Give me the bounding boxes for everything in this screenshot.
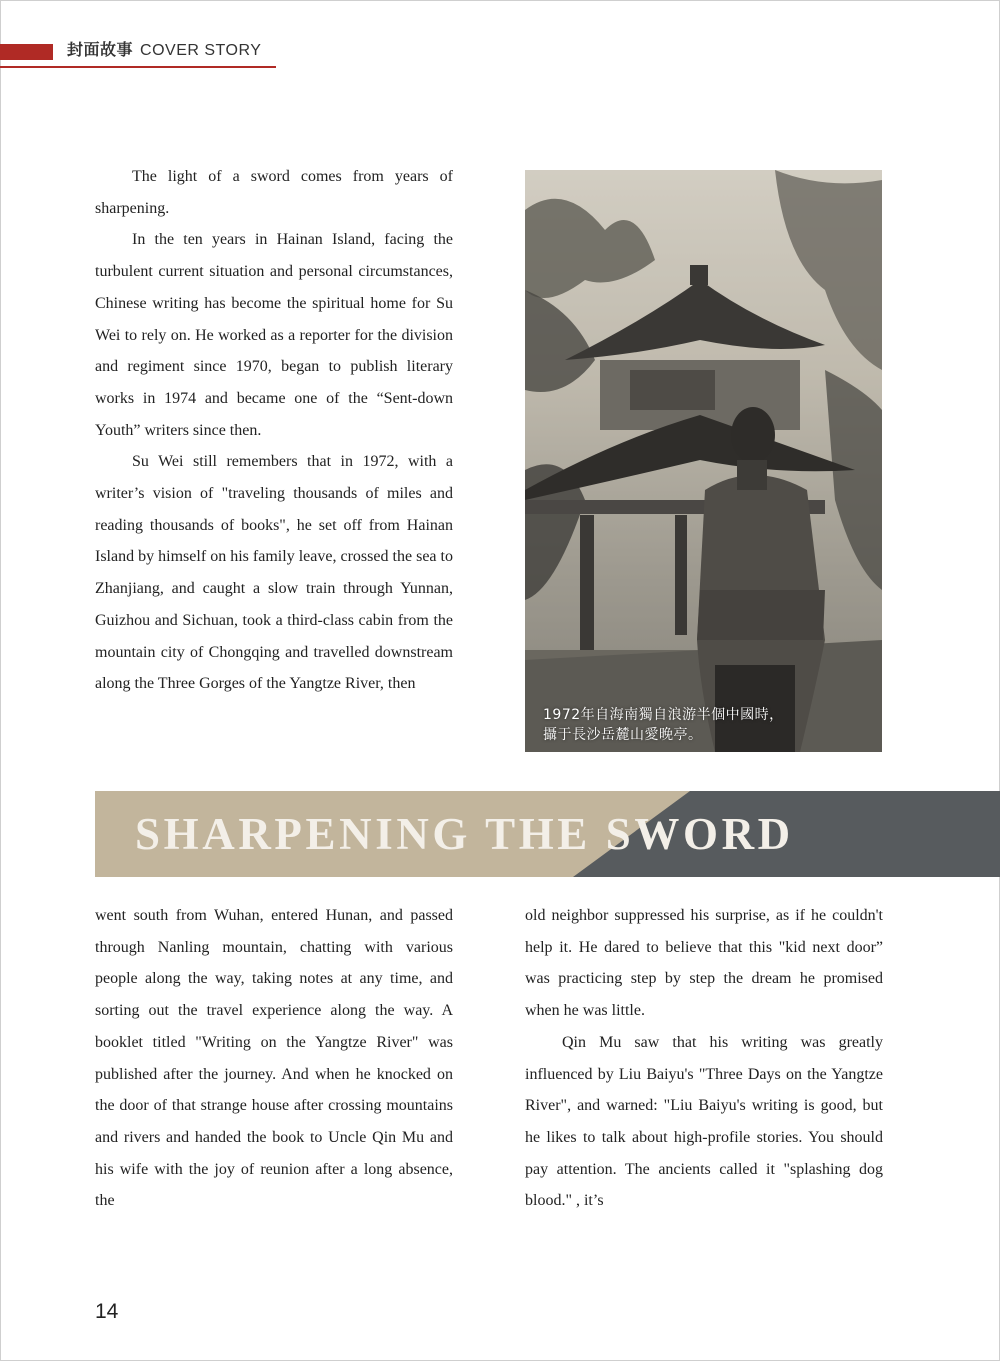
page-number: 14 [95,1300,119,1323]
article-column-bottom-left [95,900,453,1217]
header-underline [0,66,276,68]
paragraph: old neighbor suppressed his surprise, as if he couldn't help it. He dared to believe that this "kid next door” was practicing step by step the dream he promised when he was little. [525,907,883,1020]
pavilion-photo-illustration [525,170,882,752]
paragraph: Su Wei still remembers that in 1972, with a writer’s vision of "traveling thousands of miles and reading thousands of books", he set off from Hainan Island by himself on his family leave, crossed the sea to Zhanjiang, and caught a slow train through Yunnan, Guizhou and Sichuan, took a third-class cabin from the mountain city of Chongqing and travelled downstream along the Three Gorges of the Yangtze River, then [95,453,453,693]
section-banner [95,791,1000,877]
caption-line: 攝于長沙岳麓山愛晚亭。 [543,727,703,743]
section-header [67,40,261,62]
paragraph: In the ten years in Hainan Island, facing the turbulent current situation and personal circumstances, Chinese writing has become the spiritual home for Su Wei to rely on. He worked as a reporter for the division and regiment since 1970, began to publish literary works in 1974 and became one of the “Sent-down Youth” writers since then. [95,231,453,439]
article-column-top [95,161,453,700]
paragraph: Qin Mu saw that his writing was greatly influenced by Liu Baiyu's "Three Days on the Yangtze River", and warned: "Liu Baiyu's writing is good, but he likes to talk about high-profile stories. You should pay attention. The ancients called it "splashing dog blood." , it’s [525,1033,883,1210]
historical-photo [525,170,882,752]
article-column-bottom-right [525,900,883,1217]
section-title: SHARPENING THE SWORD [135,809,794,859]
paragraph: went south from Wuhan, entered Hunan, and passed through Nanling mountain, chatting with various people along the way, taking notes at any time, and sorting out the travel experience along the way. A booklet titled "Writing on the Yangtze River" was published after the journey. And when he knocked on the door of that strange house after crossing mountains and rivers and handed the book to Uncle Qin Mu and his wife with the joy of reunion after a long absence, the [95,907,453,1210]
caption-line: 1972年自海南獨自浪游半個中國時， [543,707,784,723]
section-title-chinese: 封面故事 [67,42,134,59]
section-title-english: COVER STORY [140,42,262,59]
header-accent-bar [0,44,53,60]
paragraph: The light of a sword comes from years of sharpening. [95,168,453,217]
photo-caption [543,705,873,745]
